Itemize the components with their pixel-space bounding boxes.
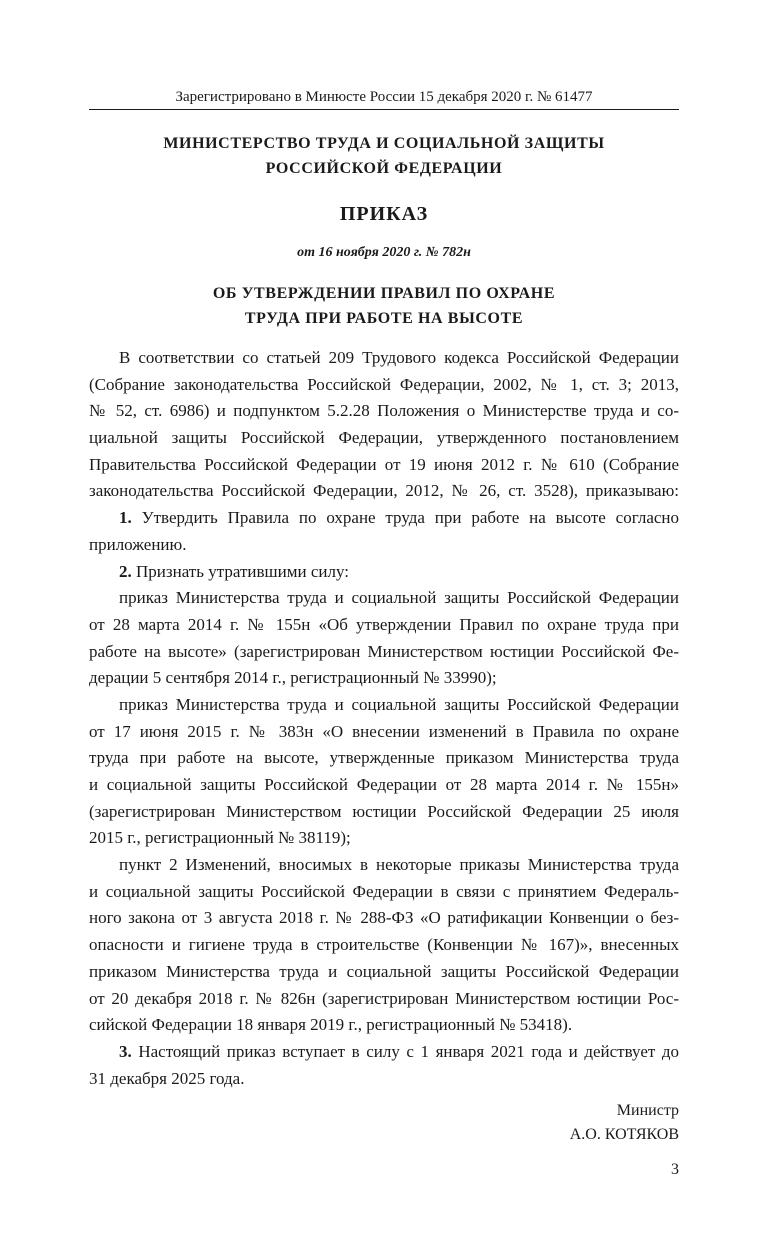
running-head: Зарегистрировано в Минюсте России 15 декабря 2020 г. № 61477: [175, 89, 593, 105]
preamble-line: законодательства Российской Федерации, 2012, № 26, ст. 3528), приказываю:: [89, 481, 679, 501]
preamble-line: Правительства Российской Федерации от 19 июня 2012 г. № 610 (Собрание: [89, 454, 679, 474]
ministry-name: [89, 131, 679, 181]
repealed-act-line: приказом Министерства труда и социальной защиты Российской Федерации: [89, 961, 679, 981]
repealed-act-3: [89, 852, 679, 1039]
header-rule: [89, 109, 679, 110]
order-body: [89, 345, 679, 1092]
signature-block: [89, 1099, 679, 1147]
item-2-number: 2.: [119, 561, 132, 581]
ministry-name-line-1: МИНИСТЕРСТВО ТРУДА И СОЦИАЛЬНОЙ ЗАЩИТЫ: [163, 135, 605, 152]
repealed-act-line: приказ Министерства труда и социальной защиты Российской Федерации: [119, 694, 679, 714]
order-date: от 16 ноября 2020 г. № 782н: [297, 245, 471, 260]
signature-title: Министр: [616, 1102, 679, 1119]
repealed-act-line: дерации 5 сентября 2014 г., регистрационный № 33990);: [89, 668, 497, 688]
repealed-act-line: от 17 июня 2015 г. № 383н «О внесении изменений в Правила по охране: [89, 721, 679, 741]
page-number: 3: [671, 1161, 679, 1178]
repealed-act-line: пункт 2 Изменений, вносимых в некоторые приказы Министерства труда: [119, 855, 679, 875]
order-subject-line-1: ОБ УТВЕРЖДЕНИИ ПРАВИЛ ПО ОХРАНЕ: [212, 285, 556, 302]
preamble-line: В соответствии со статьей 209 Трудового кодекса Российской Федерации: [119, 348, 679, 367]
ministry-name-line-2: РОССИЙСКОЙ ФЕДЕРАЦИИ: [265, 160, 503, 177]
item-3-text-line-2: 31 декабря 2025 года.: [89, 1068, 245, 1088]
repealed-act-line: работе на высоте» (зарегистрирован Министерством юстиции Российской Фе-: [89, 641, 679, 661]
item-1-paragraph: [89, 505, 679, 558]
repealed-act-line: сийской Федерации 18 января 2019 г., регистрационный № 53418).: [89, 1015, 573, 1035]
repealed-act-line: (зарегистрирован Министерством юстиции Российской Федерации 25 июля: [89, 801, 679, 821]
preamble-paragraph: [89, 345, 679, 505]
repealed-act-line: труда при работе на высоте, утвержденные приказом Министерства труда: [89, 748, 679, 768]
repealed-act-line: и социальной защиты Российской Федерации от 28 марта 2014 г. № 155н»: [89, 775, 679, 794]
item-1-number: 1.: [119, 508, 132, 528]
preamble-line: (Собрание законодательства Российской Федерации, 2002, № 1, ст. 3; 2013,: [89, 374, 679, 394]
item-3-number: 3.: [119, 1041, 132, 1061]
order-subject-line-2: ТРУДА ПРИ РАБОТЕ НА ВЫСОТЕ: [244, 310, 524, 327]
repealed-act-1: [89, 585, 679, 692]
signature-name: А.О. КОТЯКОВ: [569, 1126, 679, 1143]
repealed-act-line: приказ Министерства труда и социальной защиты Российской Федерации: [119, 588, 679, 608]
item-2-paragraph: [89, 559, 679, 586]
repealed-act-line: от 20 декабря 2018 г. № 826н (зарегистрирован Министерством юстиции Рос-: [89, 988, 679, 1008]
repealed-act-line: 2015 г., регистрационный № 38119);: [89, 828, 351, 848]
order-subject: [89, 281, 679, 331]
preamble-line: № 52, ст. 6986) и подпунктом 5.2.28 Положения о Министерстве труда и со-: [89, 401, 679, 421]
preamble-line: циальной защиты Российской Федерации, утвержденного постановлением: [89, 428, 679, 448]
repealed-act-line: опасности и гигиене труда в строительстве (Конвенции № 167)», внесенных: [89, 935, 679, 955]
repealed-act-line: от 28 марта 2014 г. № 155н «Об утверждении Правил по охране труда при: [89, 614, 679, 634]
order-title: ПРИКАЗ: [339, 203, 429, 225]
item-1-text: Утвердить Правила по охране труда при работе на высоте согласно: [141, 508, 680, 528]
repealed-act-line: и социальной защиты Российской Федерации в связи с принятием Федераль-: [89, 881, 679, 901]
item-2-text: Признать утратившими силу:: [136, 561, 349, 581]
item-3-paragraph: [89, 1039, 679, 1092]
item-1-text-line-2: приложению.: [89, 534, 187, 554]
repealed-act-2: [89, 692, 679, 852]
repealed-act-line: ного закона от 3 августа 2018 г. № 288-ФЗ «О ратификации Конвенции о без-: [89, 908, 679, 928]
item-3-text: Настоящий приказ вступает в силу с 1 января 2021 года и действует до: [138, 1041, 680, 1061]
